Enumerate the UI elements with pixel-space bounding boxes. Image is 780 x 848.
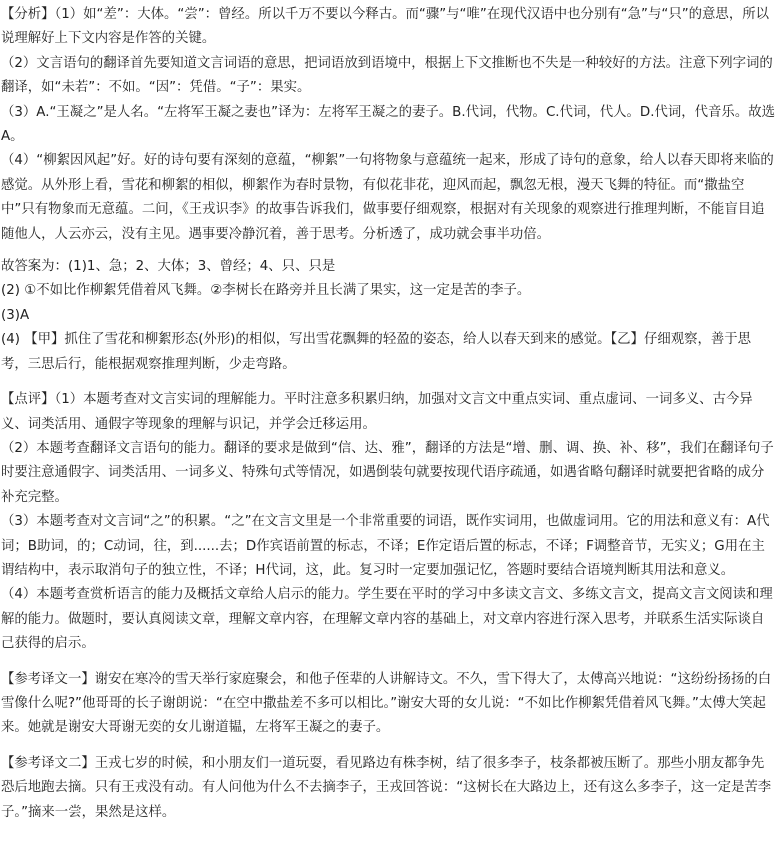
- answer-line-3: (3)A: [1, 307, 30, 323]
- translation-paragraph-2: 【参考译文二】王戎七岁的时候，和小朋友们一道玩耍，看见路边有株李树，结了很多李子，枝条都被压断了。那些小朋友都争先恐后地跑去摘。只有王戎没有动。有人问他为什么不去摘李子，王戎回答说：“这树长在大路边上，还有这么多李子，这一定是苦李子。”摘来一尝，果然是这样。: [1, 755, 772, 820]
- spacer: [1, 741, 775, 752]
- analysis-paragraph-1: 【分析】（1）如“差”：大体。“尝”：曾经。所以千万不要以今释古。而“骤”与“唯”在现代汉语中也分别有“急”与“只”的意思，所以说理解好上下文内容是作答的关键。: [1, 7, 769, 47]
- analysis-paragraph-2: （2）文言语句的翻译首先要知道文言词语的意思，把词语放到语境中，根据上下文推断也不失是一种较好的方法。注意下列字词的翻译，如“未若”：不如。“因”：凭借。“子”：果实。: [1, 55, 773, 96]
- answer-line-1: 故答案为：(1)1、急；2、大体；3、曾经；4、只、只是: [1, 259, 336, 275]
- answer-line-4: (4) 【甲】抓住了雪花和柳絮形态(外形)的相似，写出雪花飘舞的轻盈的姿态，给人以春天到来的感觉。【乙】仔细观察，善于思考，三思后行，能根据观察推理判断，少走弯路。: [1, 332, 752, 372]
- spacer: [1, 657, 775, 668]
- comment-paragraph-2: （2）本题考查翻译文言语句的能力。翻译的要求是做到“信、达、雅”，翻译的方法是“增、删、调、换、补、移”，我们在翻译句子时要注意通假字、词类活用、一词多义、特殊句式等情况，如遇倒装句就要按现代语序疏通，如遇省略句翻译时就要把省略的成分补充完整。: [1, 440, 774, 505]
- translation-paragraph-1: 【参考译文一】谢安在寒冷的雪天举行家庭聚会，和他子侄辈的人讲解诗文。不久，雪下得大了，太傅高兴地说：“这纷纷扬扬的白雪像什么呢?”他哥哥的长子谢朗说：“在空中撒盐差不多可以相比。”谢安大哥的女儿说：“不如比作柳絮凭借着风飞舞。”太傅大笑起来。她就是谢安大哥谢无奕的女儿谢道韫，左将军王凝之的妻子。: [1, 671, 772, 736]
- spacer: [1, 377, 775, 388]
- spacer: [1, 247, 775, 255]
- comment-paragraph-3: （3）本题考查对文言词“之”的积累。“之”在文言文里是一个非常重要的词语，既作实词用，也做虚词用。它的用法和意义有：A代词；B助词，的；C动词，往，到......去；D作宾语前置的标志，不译；E作定语后置的标志，不译；F调整音节，无实义；G用在主谓结构中，表示取消句子的独立性，不译；H代词，这，此。复习时一定要加强记忆，答题时要结合语境判断其用法和意义。: [1, 514, 770, 578]
- analysis-paragraph-3: （3）A.“王凝之”是人名。“左将军王凝之妻也”译为：左将军王凝之的妻子。B.代词，代物。C.代词，代人。D.代词，代音乐。故选A。: [1, 104, 775, 145]
- answer-line-2: (2) ①不如比作柳絮凭借着风飞舞。②李树长在路旁并且长满了果实，这一定是苦的李子。: [1, 283, 531, 299]
- analysis-paragraph-4: （4）“柳絮因风起”好。好的诗句要有深刻的意蕴，“柳絮”一句将物象与意蕴统一起来，形成了诗句的意象，给人以春天即将来临的感觉。从外形上看，雪花和柳絮的相似，柳絮作为春时景物，有似花非花，迎风而起，飘忽无根，漫天飞舞的特征。而“撒盐空中”只有物象而无意蕴。二问，《王戎识李》的故事告诉我们，做事要仔细观察，根据对有关现象的观察进行推理判断，不能盲目追随他人，人云亦云，没有主见。遇事要冷静沉着，善于思考。分析透了，成功就会事半功倍。: [1, 153, 774, 242]
- comment-paragraph-4: （4）本题考查赏析语言的能力及概括文章给人启示的能力。学生要在平时的学习中多读文言文、多练文言文，提高文言文阅读和理解的能力。做题时，要认真阅读文章，理解文章内容，在理解文章内容的基础上，对文章内容进行深入思考，并联系生活实际谈自己获得的启示。: [1, 587, 773, 652]
- comment-paragraph-1: 【点评】（1）本题考查对文言实词的理解能力。平时注意多积累归纳，加强对文言文中重点实词、重点虚词、一词多义、古今异义、词类活用、通假字等现象的理解与识记，并学会迁移运用。: [1, 392, 753, 432]
